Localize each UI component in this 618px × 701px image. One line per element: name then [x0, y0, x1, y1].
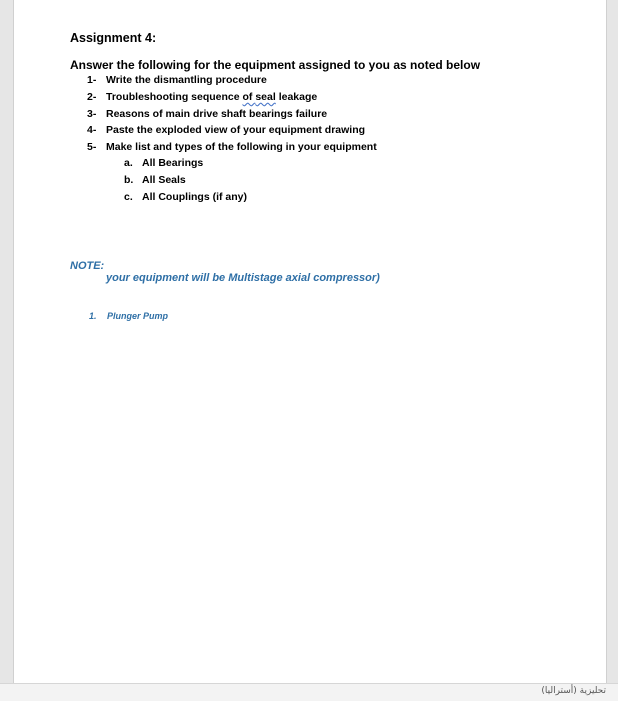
note-label: NOTE: — [70, 260, 105, 272]
list-item — [87, 139, 377, 156]
list-text: Troubleshooting sequence — [106, 90, 243, 103]
document-title: Assignment 4: — [70, 31, 157, 45]
list-text: Reasons of main drive shaft bearings failure — [106, 107, 328, 120]
list-text: Paste the exploded view of your equipment drawing — [106, 124, 366, 137]
list-text: All Bearings — [142, 157, 204, 169]
list-number: 5- — [87, 141, 97, 154]
list-item — [87, 122, 377, 139]
note-text: your equipment will be Multistage axial compressor) — [106, 272, 380, 284]
list-number: 2- — [87, 90, 97, 103]
list-letter: b. — [124, 174, 134, 186]
language-indicator[interactable]: تحليزية (أستراليا) — [541, 686, 606, 696]
list-item — [124, 189, 247, 206]
list-text: All Couplings (if any) — [142, 191, 247, 203]
list-letter: a. — [124, 157, 133, 169]
list-item — [87, 72, 377, 89]
list-item — [124, 155, 247, 172]
list-number: 4- — [87, 124, 97, 137]
list-text: Plunger Pump — [107, 311, 169, 321]
list-item: 2- Troubleshooting sequence of seal leakage — [87, 89, 377, 106]
list-text: Write the dismantling procedure — [106, 74, 267, 86]
list-letter: c. — [124, 191, 133, 203]
list-number: 1- — [87, 74, 97, 86]
list-text: Make list and types of the following in your equipment — [106, 141, 377, 154]
task-list — [87, 72, 377, 156]
status-bar — [0, 683, 618, 701]
list-item — [124, 172, 247, 189]
list-number: 3- — [87, 107, 97, 120]
document-page[interactable] — [13, 0, 607, 683]
list-text: All Seals — [142, 174, 186, 186]
list-number: 1. — [89, 311, 97, 321]
spellcheck-underline-text: of seal — [242, 90, 276, 103]
equipment-list-item — [89, 311, 168, 321]
subtask-list — [124, 155, 247, 206]
document-intro: Answer the following for the equipment assigned to you as noted below — [70, 58, 481, 72]
list-item — [87, 106, 377, 123]
